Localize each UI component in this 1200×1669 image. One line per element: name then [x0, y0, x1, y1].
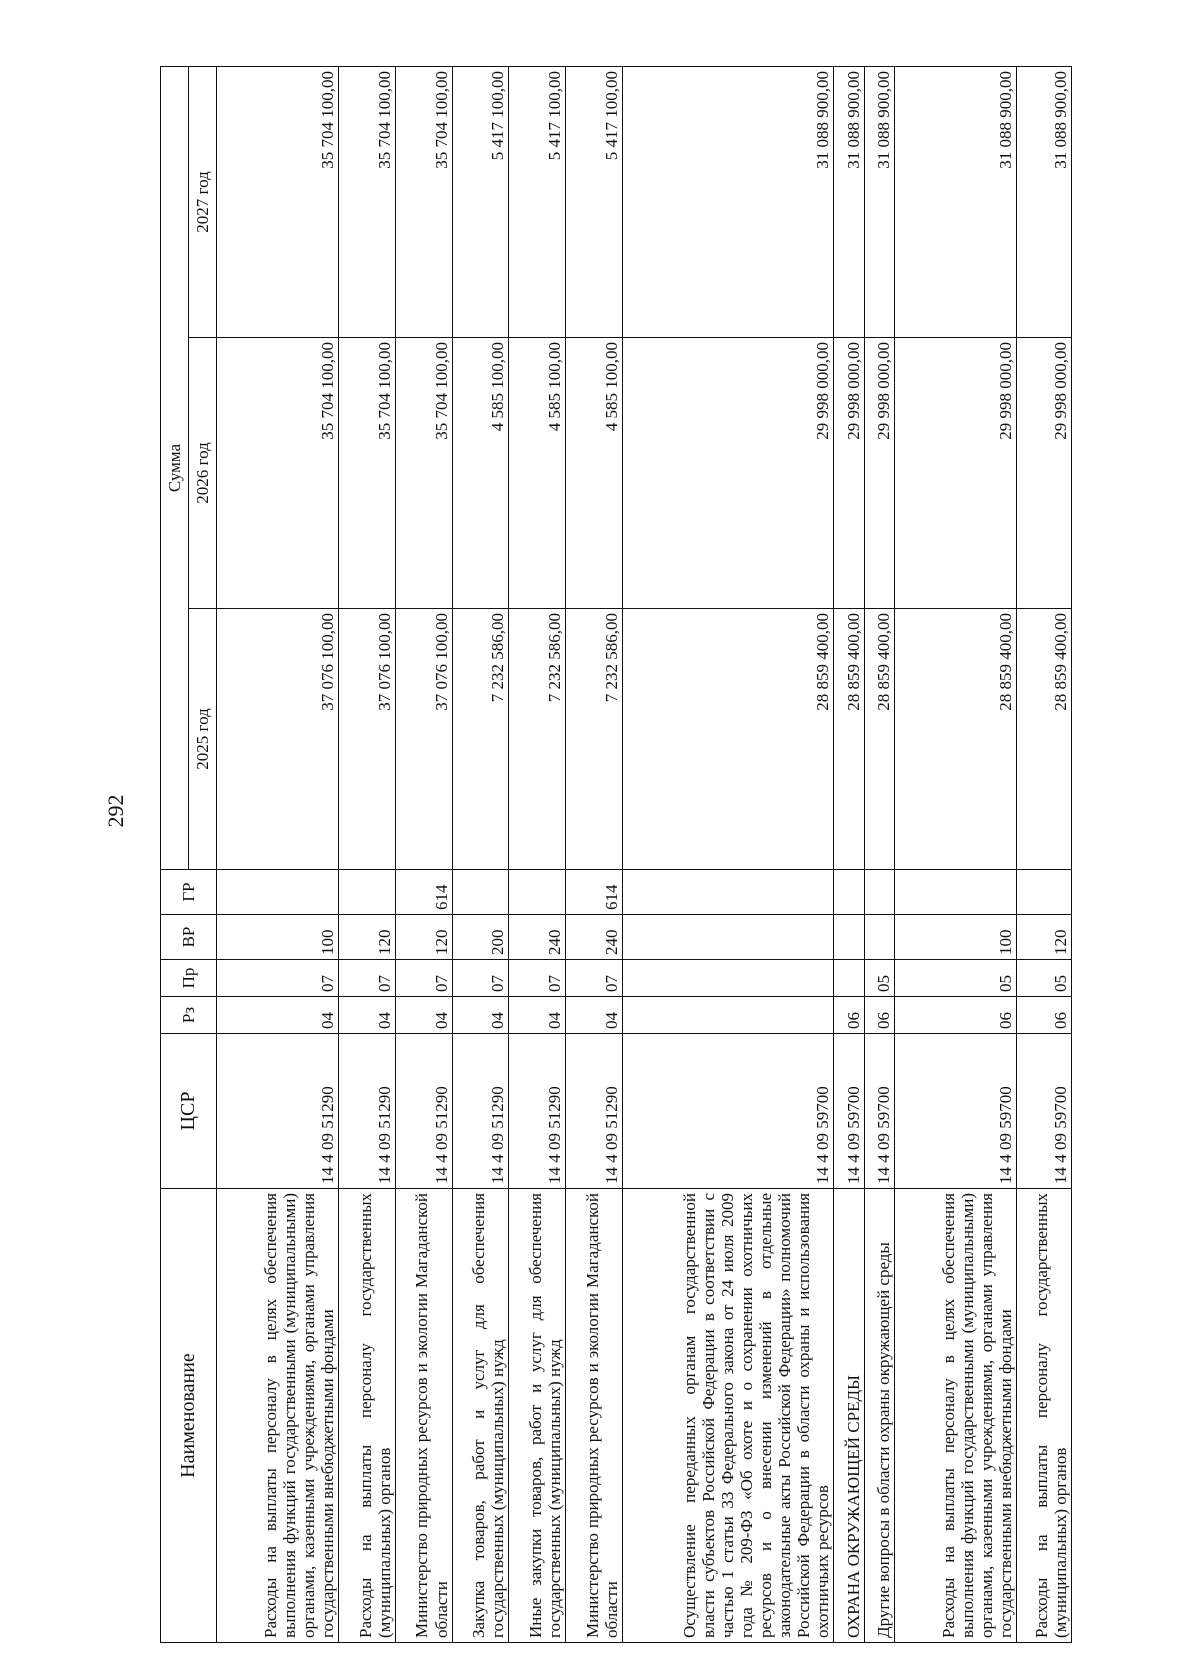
row-2025: 7 232 586,00: [509, 609, 566, 870]
row-rz: 04: [452, 997, 509, 1034]
row-pr: 07: [395, 960, 452, 997]
header-name: Наименование: [161, 1189, 217, 1643]
table-row: [217, 67, 339, 1643]
row-vr: 100: [217, 915, 339, 960]
row-2027: 31 088 900,00: [1017, 67, 1072, 338]
row-csr: 14 4 09 51290: [452, 1034, 509, 1189]
row-2026: 29 998 000,00: [834, 338, 865, 609]
row-pr: 07: [509, 960, 566, 997]
header-rz: Рз: [161, 997, 217, 1034]
row-2026: 4 585 100,00: [452, 338, 509, 609]
table-row: [864, 67, 895, 1643]
row-gr: [217, 870, 339, 915]
row-gr: [509, 870, 566, 915]
table-row: [395, 67, 452, 1643]
row-vr: [864, 915, 895, 960]
row-csr: 14 4 09 59700: [895, 1034, 1017, 1189]
header-vr: ВР: [161, 915, 217, 960]
row-csr: 14 4 09 59700: [834, 1034, 865, 1189]
row-gr: [452, 870, 509, 915]
row-vr: 120: [339, 915, 396, 960]
row-rz: 04: [339, 997, 396, 1034]
row-2027: 35 704 100,00: [395, 67, 452, 338]
row-2027: 5 417 100,00: [509, 67, 566, 338]
row-csr: 14 4 09 59700: [622, 1034, 834, 1189]
row-name: Осуществление переданных органам государственной власти субъектов Российской Федерации в соответствии с частью 1 статьи 33 Федерального закона от 24 июля 2009 года № 209-ФЗ «Об охоте и о сохранении охотничьих ресурсов и о внесении изменений в отдельные законодательные акты Российской Федерации» полномочий Российской Федерации в области охраны и использования охотничьих ресурсов: [622, 1189, 834, 1643]
header-2026: 2026 год: [189, 338, 217, 609]
row-csr: 14 4 09 51290: [339, 1034, 396, 1189]
row-vr: 240: [565, 915, 622, 960]
row-2025: 37 076 100,00: [339, 609, 396, 870]
row-pr: 07: [565, 960, 622, 997]
row-2026: 35 704 100,00: [217, 338, 339, 609]
row-2025: 28 859 400,00: [895, 609, 1017, 870]
row-2027: 31 088 900,00: [834, 67, 865, 338]
row-vr: 200: [452, 915, 509, 960]
row-gr: [895, 870, 1017, 915]
row-2026: 35 704 100,00: [395, 338, 452, 609]
row-pr: 07: [452, 960, 509, 997]
row-name: Министерство природных ресурсов и экологии Магаданской области: [565, 1189, 622, 1643]
row-name: Расходы на выплаты персоналу государственных (муниципальных) органов: [339, 1189, 396, 1643]
budget-table: [160, 66, 1072, 1643]
row-2027: 31 088 900,00: [622, 67, 834, 338]
row-csr: 14 4 09 51290: [217, 1034, 339, 1189]
row-2026: 29 998 000,00: [864, 338, 895, 609]
row-2027: 5 417 100,00: [452, 67, 509, 338]
row-name: Расходы на выплаты персоналу государственных (муниципальных) органов: [1017, 1189, 1072, 1643]
row-pr: 07: [217, 960, 339, 997]
row-vr: [622, 915, 834, 960]
row-rz: 06: [1017, 997, 1072, 1034]
row-2027: 5 417 100,00: [565, 67, 622, 338]
header-csr: ЦСР: [161, 1034, 217, 1189]
row-csr: 14 4 09 51290: [395, 1034, 452, 1189]
table-row: [565, 67, 622, 1643]
row-pr: 07: [339, 960, 396, 997]
row-2026: 4 585 100,00: [565, 338, 622, 609]
table-row: [1017, 67, 1072, 1643]
row-vr: 120: [1017, 915, 1072, 960]
row-2026: 29 998 000,00: [1017, 338, 1072, 609]
row-2026: 4 585 100,00: [509, 338, 566, 609]
header-2027: 2027 год: [189, 67, 217, 338]
row-2026: 29 998 000,00: [622, 338, 834, 609]
row-name: Другие вопросы в области охраны окружающей среды: [864, 1189, 895, 1643]
row-name: Иные закупки товаров, работ и услуг для обеспечения государственных (муниципальных) нужд: [509, 1189, 566, 1643]
row-gr: [1017, 870, 1072, 915]
row-gr: [339, 870, 396, 915]
table-row: [509, 67, 566, 1643]
row-2027: 35 704 100,00: [339, 67, 396, 338]
table-row: [452, 67, 509, 1643]
row-2026: 29 998 000,00: [895, 338, 1017, 609]
row-2025: 37 076 100,00: [395, 609, 452, 870]
row-vr: 120: [395, 915, 452, 960]
row-pr: [834, 960, 865, 997]
row-name: Расходы на выплаты персоналу в целях обеспечения выполнения функций государственными (муниципальными) органами, казенными учреждениями, органами управления государственными внебюджетными фондами: [895, 1189, 1017, 1643]
row-pr: 05: [864, 960, 895, 997]
row-gr: [622, 870, 834, 915]
rotated-table-container: [160, 67, 1072, 1643]
row-rz: 06: [864, 997, 895, 1034]
table-row: [622, 67, 834, 1643]
row-csr: 14 4 09 59700: [1017, 1034, 1072, 1189]
row-2026: 35 704 100,00: [339, 338, 396, 609]
page-number: 292: [103, 794, 128, 828]
row-name: Закупка товаров, работ и услуг для обеспечения государственных (муниципальных) нужд: [452, 1189, 509, 1643]
row-rz: 06: [834, 997, 865, 1034]
row-gr: 614: [565, 870, 622, 915]
header-2025: 2025 год: [189, 609, 217, 870]
row-rz: 04: [565, 997, 622, 1034]
row-vr: [834, 915, 865, 960]
header-gr: ГР: [161, 870, 217, 915]
table-row: [895, 67, 1017, 1643]
row-gr: [864, 870, 895, 915]
row-2025: 28 859 400,00: [834, 609, 865, 870]
row-rz: 04: [217, 997, 339, 1034]
row-2025: 7 232 586,00: [452, 609, 509, 870]
row-rz: 06: [895, 997, 1017, 1034]
row-2025: 28 859 400,00: [864, 609, 895, 870]
row-gr: 614: [395, 870, 452, 915]
row-pr: [622, 960, 834, 997]
row-2027: 35 704 100,00: [217, 67, 339, 338]
row-csr: 14 4 09 51290: [509, 1034, 566, 1189]
row-2025: 28 859 400,00: [1017, 609, 1072, 870]
row-2025: 37 076 100,00: [217, 609, 339, 870]
row-pr: 05: [895, 960, 1017, 997]
row-rz: [622, 997, 834, 1034]
row-2025: 28 859 400,00: [622, 609, 834, 870]
row-pr: 05: [1017, 960, 1072, 997]
table-row: [339, 67, 396, 1643]
row-rz: 04: [395, 997, 452, 1034]
row-name: Расходы на выплаты персоналу в целях обеспечения выполнения функций государственными (муниципальными) органами, казенными учреждениями, органами управления государственными внебюджетными фондами: [217, 1189, 339, 1643]
row-2027: 31 088 900,00: [864, 67, 895, 338]
row-name: ОХРАНА ОКРУЖАЮЩЕЙ СРЕДЫ: [834, 1189, 865, 1643]
row-2027: 31 088 900,00: [895, 67, 1017, 338]
header-pr: Пр: [161, 960, 217, 997]
row-vr: 100: [895, 915, 1017, 960]
row-gr: [834, 870, 865, 915]
header-sum: Сумма: [161, 67, 189, 870]
table-row: [834, 67, 865, 1643]
row-2025: 7 232 586,00: [565, 609, 622, 870]
row-rz: 04: [509, 997, 566, 1034]
row-csr: 14 4 09 51290: [565, 1034, 622, 1189]
row-name: Министерство природных ресурсов и экологии Магаданской области: [395, 1189, 452, 1643]
row-vr: 240: [509, 915, 566, 960]
row-csr: 14 4 09 59700: [864, 1034, 895, 1189]
